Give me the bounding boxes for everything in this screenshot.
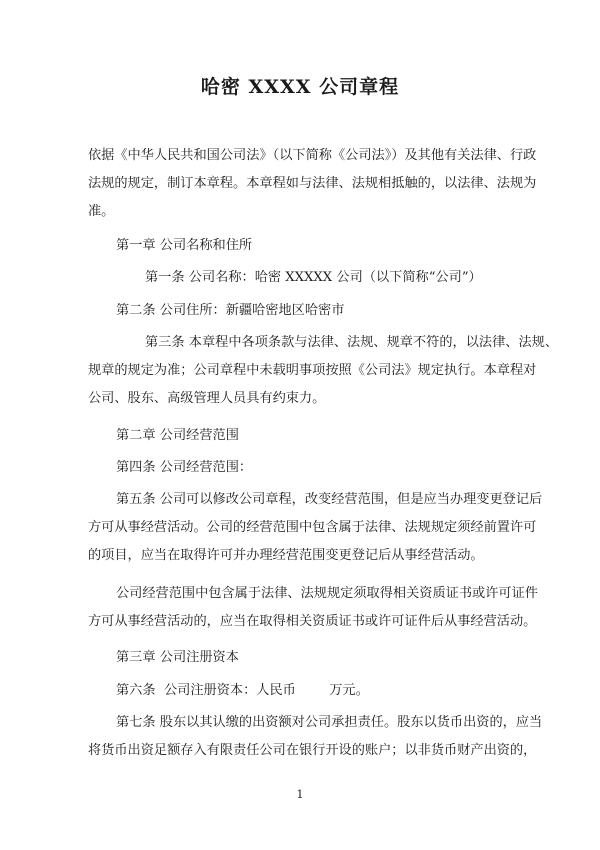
intro-paragraph	[88, 142, 536, 226]
intro-line-2: 法规的规定，制订本章程。本章程如与法律、法规相抵触的，以法律、法规为	[88, 176, 537, 191]
article-4: 第四条 公司经营范围：	[116, 460, 253, 475]
article-3-line-1: 第三条 本章程中各项条款与法律、法规、规章不符的，以法律、法规、	[145, 335, 559, 350]
page-number: 1	[296, 788, 304, 801]
article-2: 第二条 公司住所：新疆哈密地区哈密市	[116, 303, 345, 318]
article-7-line-1: 第七条 股东以其认缴的出资额对公司承担责任。股东以货币出资的，应当	[116, 715, 543, 730]
article-5	[88, 486, 542, 570]
chapter-1-heading: 第一章 公司名称和住所	[116, 238, 253, 253]
article-5-line-2: 方可从事经营活动。公司的经营范围中包含属于法律、法规规定须经前置许可	[88, 520, 537, 535]
article-3-line-2: 规章的规定为准；公司章程中未载明事项按照《公司法》规定执行。本章程对	[88, 363, 537, 378]
licensing-line-1: 公司经营范围中包含属于法律、法规规定须取得相关资质证书或许可证件	[116, 586, 538, 601]
document-title: 哈密 XXXX 公司章程	[200, 76, 400, 98]
article-5-line-1: 第五条 公司可以修改公司章程，改变经营范围，但是应当办理变更登记后	[116, 492, 543, 507]
licensing-paragraph	[88, 580, 538, 636]
licensing-line-2: 方可从事经营活动的，应当在取得相关资质证书或许可证件后从事经营活动。	[88, 614, 537, 629]
article-5-line-3: 的项目，应当在取得许可并办理经营范围变更登记后从事经营活动。	[88, 548, 484, 563]
article-1: 第一条 公司名称：哈密 XXXXX 公司（以下简称“公司”）	[145, 270, 482, 285]
intro-line-3: 准。	[88, 204, 115, 219]
chapter-3-heading: 第三章 公司注册资本	[116, 650, 239, 665]
article-7	[88, 709, 542, 765]
article-3	[88, 329, 558, 413]
article-3-line-3: 公司、股东、高级管理人员具有约束力。	[88, 391, 326, 406]
article-6: 第六条 公司注册资本：人民币 万元。	[116, 683, 369, 698]
chapter-2-heading: 第二章 公司经营范围	[116, 428, 239, 443]
article-7-line-2: 将货币出资足额存入有限责任公司在银行开设的账户；以非货币财产出资的，	[88, 743, 537, 758]
intro-line-1: 依据《中华人民共和国公司法》（以下简称《公司法》）及其他有关法律、行政	[88, 148, 537, 163]
